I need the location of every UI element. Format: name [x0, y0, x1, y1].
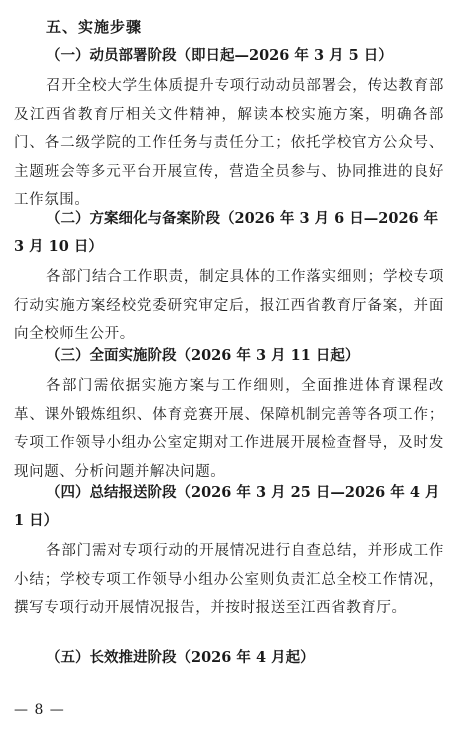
stage-date-range: （即日起—2026 年 3 月 5 日） [176, 47, 393, 64]
stage-body: 召开全校大学生体质提升专项行动动员部署会，传达教育部及江西省教育厅相关文件精神，解读本校实施方案，明确各部门、各二级学院的工作任务与责任分工；依托学校官方公众号、主题班会等多元平台开展宣传，营造全员参与、协同推进的良好工作氛围。 [14, 78, 444, 208]
stage-date-range: （2026 年 3 月 11 日起） [176, 347, 360, 364]
stage-date-range: （2026 年 3 月 25 日—2026 年 4 月 1 日） [14, 484, 440, 529]
stage-title [14, 479, 444, 535]
section-heading: 五、实施步骤 [46, 18, 143, 36]
stage-label: （四）总结报送阶段 [46, 485, 177, 501]
stage-label: （五）长效推进阶段 [46, 650, 177, 666]
stage-date-range: （2026 年 4 月起） [176, 649, 315, 666]
stage-title [14, 644, 444, 672]
stage-title [14, 42, 444, 70]
stage-label: （二）方案细化与备案阶段 [46, 211, 220, 227]
stage-label: （三）全面实施阶段 [46, 348, 177, 364]
stage-3 [14, 342, 444, 486]
stage-title [14, 205, 444, 261]
stage-1 [14, 42, 444, 215]
stage-title [14, 342, 444, 370]
stage-label: （一）动员部署阶段 [46, 48, 177, 64]
stage-5 [14, 644, 444, 672]
stage-4 [14, 479, 444, 623]
stage-body: 各部门需依据实施方案与工作细则，全面推进体育课程改革、课外锻炼组织、体育竞赛开展、保障机制完善等各项工作；专项工作领导小组办公室定期对工作进展开展检查督导，及时发现问题、分析问题并解决问题。 [14, 378, 444, 480]
page-number: — 8 — [14, 702, 65, 718]
stage-body: 各部门需对专项行动的开展情况进行自查总结，并形成工作小结；学校专项工作领导小组办公室则负责汇总全校工作情况，撰写专项行动开展情况报告，并按时报送至江西省教育厅。 [14, 543, 444, 616]
stage-2 [14, 205, 444, 349]
stage-date-range: （2026 年 3 月 6 日—2026 年 3 月 10 日） [14, 210, 439, 255]
stage-body: 各部门结合工作职责，制定具体的工作落实细则；学校专项行动实施方案经校党委研究审定后，报江西省教育厅备案，并面向全校师生公开。 [14, 269, 444, 342]
